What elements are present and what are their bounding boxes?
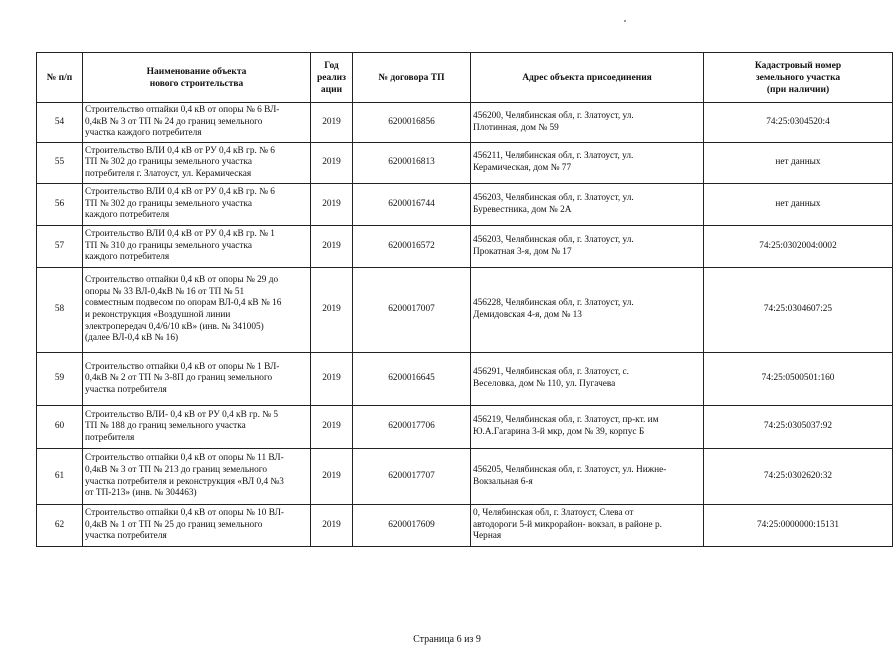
address-cell [471, 103, 704, 143]
text-line: 456205, Челябинская обл, г. Златоуст, ул. Нижне- [473, 464, 667, 475]
table-row [37, 143, 893, 184]
text-line: и реконструкция «Воздушной линии [85, 310, 231, 320]
row-number: 60 [37, 406, 83, 449]
text-line: электропередач 0,4/6/10 кВ» (инв. № 341005) [85, 321, 264, 332]
year-cell: 2019 [311, 353, 353, 406]
row-number: 59 [37, 353, 83, 406]
text-line: 456200, Челябинская обл, г. Златоуст, ул. [473, 110, 634, 121]
year-cell: 2019 [311, 406, 353, 449]
text-line: Строительство отпайки 0,4 кВ от опоры № 11 ВЛ- [85, 453, 284, 464]
header-cadastral-line: (при наличии) [766, 84, 830, 95]
address-cell [471, 406, 704, 449]
header-object-name-line: Наименование объекта [146, 66, 247, 77]
year-cell: 2019 [311, 103, 353, 143]
cadastral-cell: нет данных [704, 143, 893, 184]
header-object-name [83, 53, 311, 103]
contract-cell: 6200016856 [353, 103, 471, 143]
text-line: 456219, Челябинская обл, г. Златоуст, пр-кт. им [473, 415, 659, 426]
address-cell [471, 449, 704, 505]
cadastral-cell: 74:25:0304520:4 [704, 103, 893, 143]
text-line: совместным подвесом по опорам ВЛ-0,4 кВ № 16 [85, 298, 282, 309]
address-cell [471, 505, 704, 547]
text-line: участка каждого потребителя [85, 128, 202, 139]
object-name-cell [83, 143, 311, 184]
text-line: 0,4кВ № 3 от ТП № 24 до границ земельного [85, 116, 263, 127]
text-line: 0, Челябинская обл, г. Златоуст, Слева от [473, 508, 634, 519]
address-cell [471, 143, 704, 184]
table-row [37, 268, 893, 353]
text-line: Прокатная 3-я, дом № 17 [473, 246, 572, 257]
year-cell: 2019 [311, 505, 353, 547]
row-number: 54 [37, 103, 83, 143]
object-name-cell [83, 103, 311, 143]
object-name-cell [83, 268, 311, 353]
contract-cell: 6200016813 [353, 143, 471, 184]
header-object-name-line: нового строительства [149, 78, 244, 89]
object-name-cell [83, 353, 311, 406]
table-row [37, 184, 893, 226]
text-line: Плотинная, дом № 59 [473, 122, 559, 133]
text-line: 456203, Челябинская обл, г. Златоуст, ул. [473, 234, 634, 245]
text-line: Буревестника, дом № 2А [473, 204, 572, 215]
text-line: автодороги 5-й микрорайон- вокзал, в районе р. [473, 519, 662, 530]
row-number: 55 [37, 143, 83, 184]
text-line: каждого потребителя [85, 252, 170, 263]
year-cell: 2019 [311, 226, 353, 268]
table-row [37, 406, 893, 449]
text-line: каждого потребителя [85, 210, 170, 221]
object-name-cell [83, 406, 311, 449]
object-name-cell [83, 505, 311, 547]
text-line: ТП № 310 до границы земельного участка [85, 240, 252, 251]
text-line: потребителя г. Златоуст, ул. Керамическая [85, 168, 252, 179]
text-line: Строительство ВЛИ 0,4 кВ от РУ 0,4 кВ гр. № 6 [85, 187, 275, 198]
header-cadastral-line: земельного участка [755, 72, 841, 83]
text-line: от ТП-213» (инв. № 304463) [85, 488, 197, 499]
object-name-cell [83, 184, 311, 226]
text-line: 456211, Челябинская обл, г. Златоуст, ул. [473, 151, 634, 162]
contract-cell: 6200016645 [353, 353, 471, 406]
text-line: Ю.А.Гагарина 3-й мкр, дом № 39, корпус Б [473, 427, 645, 437]
table-row [37, 103, 893, 143]
text-line: Строительство ВЛИ 0,4 кВ от РУ 0,4 кВ гр. № 1 [85, 229, 275, 240]
cadastral-cell: 74:25:0305037:92 [704, 406, 893, 449]
text-line: Строительство отпайки 0,4 кВ от опоры № 29 до [85, 275, 279, 286]
contract-cell: 6200016744 [353, 184, 471, 226]
text-line: Строительство отпайки 0,4 кВ от опоры № 6 ВЛ- [85, 105, 280, 116]
cadastral-cell: 74:25:0304607:25 [704, 268, 893, 353]
text-line: Вокзальная 6-я [473, 476, 533, 487]
row-number: 57 [37, 226, 83, 268]
text-line: 456228, Челябинская обл, г. Златоуст, ул. [473, 298, 634, 309]
row-number: 58 [37, 268, 83, 353]
header-cadastral-line: Кадастровый номер [754, 60, 842, 71]
table-row [37, 449, 893, 505]
year-cell: 2019 [311, 268, 353, 353]
cadastral-cell: 74:25:0302620:32 [704, 449, 893, 505]
header-contract: № договора ТП [353, 53, 471, 103]
header-year [311, 53, 353, 103]
object-name-cell [83, 226, 311, 268]
text-line: Черная [473, 531, 502, 542]
table-row [37, 226, 893, 268]
text-line: ТП № 302 до границы земельного участка [85, 198, 252, 209]
text-line: Веселовка, дом № 110, ул. Пугачева [473, 379, 616, 389]
text-line: опоры № 33 ВЛ-0,4кВ № 16 от ТП № 51 [85, 286, 245, 297]
header-row [37, 53, 893, 103]
address-cell [471, 353, 704, 406]
header-year-line: реализ [317, 72, 346, 83]
text-line: участка потребителя [85, 531, 167, 542]
address-cell [471, 226, 704, 268]
text-line: Демидовская 4-я, дом № 13 [473, 310, 582, 320]
year-cell: 2019 [311, 143, 353, 184]
text-line: ТП № 188 до границ земельного участка [85, 421, 246, 432]
page-number: Страница 6 из 9 [413, 634, 481, 645]
header-year-line: Год [324, 60, 339, 71]
header-cadastral [704, 53, 893, 103]
text-line: участка потребителя [85, 384, 167, 395]
text-line: 0,4кВ № 3 от ТП № 213 до границ земельного [85, 464, 268, 475]
text-line: 456203, Челябинская обл, г. Златоуст, ул. [473, 192, 634, 203]
text-line: (далее ВЛ-0,4 кВ № 16) [85, 333, 179, 344]
contract-cell: 6200017007 [353, 268, 471, 353]
cadastral-cell: 74:25:0302004:0002 [704, 226, 893, 268]
address-cell [471, 184, 704, 226]
contract-cell: 6200017707 [353, 449, 471, 505]
contract-cell: 6200016572 [353, 226, 471, 268]
text-line: Строительство отпайки 0,4 кВ от опоры № 1 ВЛ- [85, 361, 280, 372]
text-line: ТП № 302 до границы земельного участка [85, 157, 252, 168]
row-number: 56 [37, 184, 83, 226]
text-line: Строительство отпайки 0,4 кВ от опоры № 10 ВЛ- [85, 508, 285, 519]
header-address: Адрес объекта присоединения [471, 53, 704, 103]
table-row [37, 505, 893, 547]
text-line: потребителя [85, 432, 135, 443]
text-line: Строительство ВЛИ 0,4 кВ от РУ 0,4 кВ гр. № 6 [85, 145, 275, 156]
text-line: участка потребителя и реконструкция «ВЛ 0,4 №3 [85, 476, 284, 487]
text-line: 0,4кВ № 2 от ТП № 3-8П до границ земельного [85, 373, 273, 384]
cadastral-cell: 74:25:0500501:160 [704, 353, 893, 406]
header-num: № п/п [37, 53, 83, 103]
cadastral-cell: 74:25:0000000:15131 [704, 505, 893, 547]
text-line: 456291, Челябинская обл, г. Златоуст, с. [473, 367, 629, 378]
connections-table [36, 52, 893, 547]
table-row [37, 353, 893, 406]
contract-cell: 6200017706 [353, 406, 471, 449]
cadastral-cell: нет данных [704, 184, 893, 226]
year-cell: 2019 [311, 184, 353, 226]
text-line: Керамическая, дом № 77 [473, 163, 572, 173]
year-cell: 2019 [311, 449, 353, 505]
row-number: 62 [37, 505, 83, 547]
row-number: 61 [37, 449, 83, 505]
object-name-cell [83, 449, 311, 505]
scan-speck [624, 20, 626, 22]
header-year-line: ации [320, 84, 343, 95]
address-cell [471, 268, 704, 353]
text-line: Строительство ВЛИ- 0,4 кВ от РУ 0,4 кВ гр. № 5 [85, 409, 279, 420]
contract-cell: 6200017609 [353, 505, 471, 547]
text-line: 0,4кВ № 1 от ТП № 25 до границ земельного [85, 519, 263, 530]
